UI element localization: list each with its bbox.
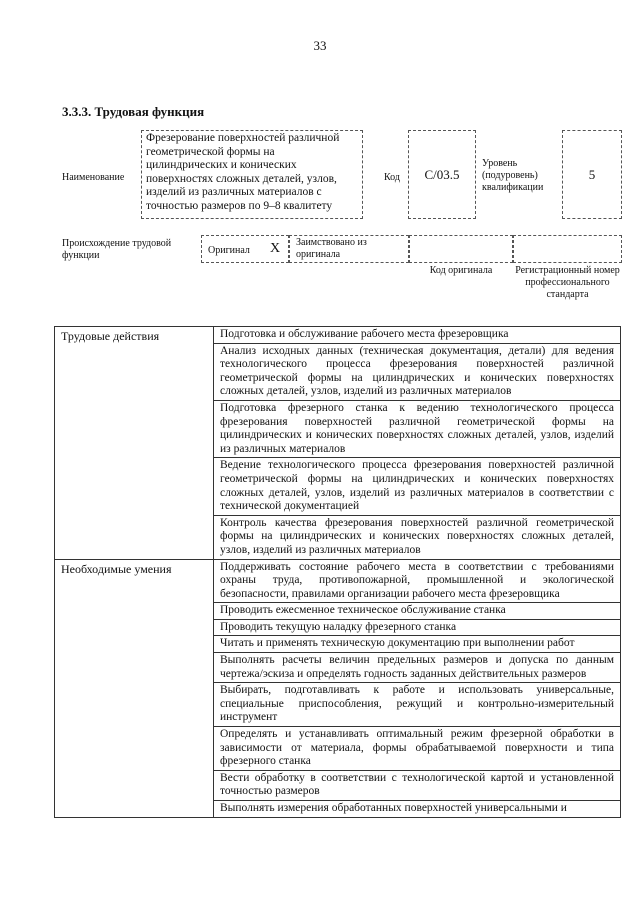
section-items: [214, 327, 621, 560]
list-item: Вести обработку в соответствии с технологической картой и установленной точностью размеров: [214, 771, 620, 801]
list-item: Определять и устанавливать оптимальный режим фрезерной обработки в зависимости от материала, формы обрабатываемой поверхности и типа фрезерного станка: [214, 727, 620, 771]
function-table: [54, 326, 621, 818]
original-code-caption: Код оригинала: [429, 265, 493, 276]
original-mark: X: [270, 241, 281, 256]
list-item: Ведение технологического процесса фрезерования поверхностей различной геометрической формы на цилиндрических и конических поверхностях сложных деталей, узлов, изделий из различных материалов в соответствии с технической документацией: [214, 458, 620, 515]
list-item: Проводить ежесменное техническое обслуживание станка: [214, 603, 620, 620]
function-name-text: Фрезерование поверхностей различной геометрической формы на цилиндрических и конических поверхностях сложных деталей, узлов, изделий из различных материалов с точностью размеров по 9–8 квалитету: [146, 132, 340, 212]
section-items: [214, 559, 621, 817]
list-item: Подготовка фрезерного станка к ведению технологического процесса фрезерования поверхностей различной геометрической формы на цилиндрических и конических поверхностях сложных деталей, узлов, изделий из различных материалов: [214, 401, 620, 458]
original-cell: [201, 235, 289, 263]
list-item: Контроль качества фрезерования поверхностей различной геометрической формы на цилиндрических и конических поверхностях сложных деталей, узлов, изделий из различных материалов: [220, 516, 614, 556]
list-item: Анализ исходных данных (техническая документация, детали) для ведения технологического процесса фрезерования поверхностей различной геометрической формы на цилиндрических и конических поверхностях сложных деталей, узлов, изделий из различных материалов: [214, 344, 620, 401]
list-item: Выполнять расчеты величин предельных размеров и допуска по данным чертежа/эскиза и определять годность заданных действительных размеров: [214, 653, 620, 683]
reg-number-cell: [513, 235, 622, 263]
original-label: Оригинал: [208, 245, 250, 256]
section-category: Необходимые умения: [55, 559, 214, 817]
origin-label: Происхождение трудовой функции: [62, 238, 172, 261]
code-box: [408, 130, 476, 219]
list-item: Читать и применять техническую документацию при выполнении работ: [214, 636, 620, 653]
level-value: 5: [588, 166, 596, 182]
original-code-cell: [409, 235, 513, 263]
list-item: Подготовка и обслуживание рабочего места фрезеровщика: [214, 327, 620, 344]
reg-number-caption: Регистрационный номер профессионального стандарта: [515, 265, 620, 300]
list-item: Выбирать, подготавливать к работе и использовать универсальные, специальные приспособления, режущий и контрольно-измерительный инструмент: [214, 683, 620, 727]
level-label: Уровень (подуровень) квалификации: [482, 158, 544, 193]
name-label: Наименование: [62, 172, 125, 183]
section-row-skills: [55, 559, 621, 817]
section-category: Трудовые действия: [55, 327, 214, 560]
section-row-actions: [55, 327, 621, 560]
section-heading: 3.3.3. Трудовая функция: [62, 104, 205, 119]
list-item: Проводить текущую наладку фрезерного станка: [214, 620, 620, 637]
list-item: Поддерживать состояние рабочего места в соответствии с требованиями охраны труда, противопожарной, промышленной и экологической безопасности, правилами организации рабочего места фрезеровщика: [214, 560, 620, 604]
borrowed-label: Заимствовано из оригинала: [296, 237, 367, 260]
page-number: 33: [313, 38, 327, 53]
level-box: [562, 130, 622, 219]
list-item: Выполнять измерения обработанных поверхностей универсальными и: [220, 802, 567, 814]
code-label: Код: [384, 172, 400, 183]
borrowed-cell: [289, 235, 409, 263]
code-value: С/03.5: [424, 166, 460, 182]
function-name-box: [141, 130, 363, 219]
